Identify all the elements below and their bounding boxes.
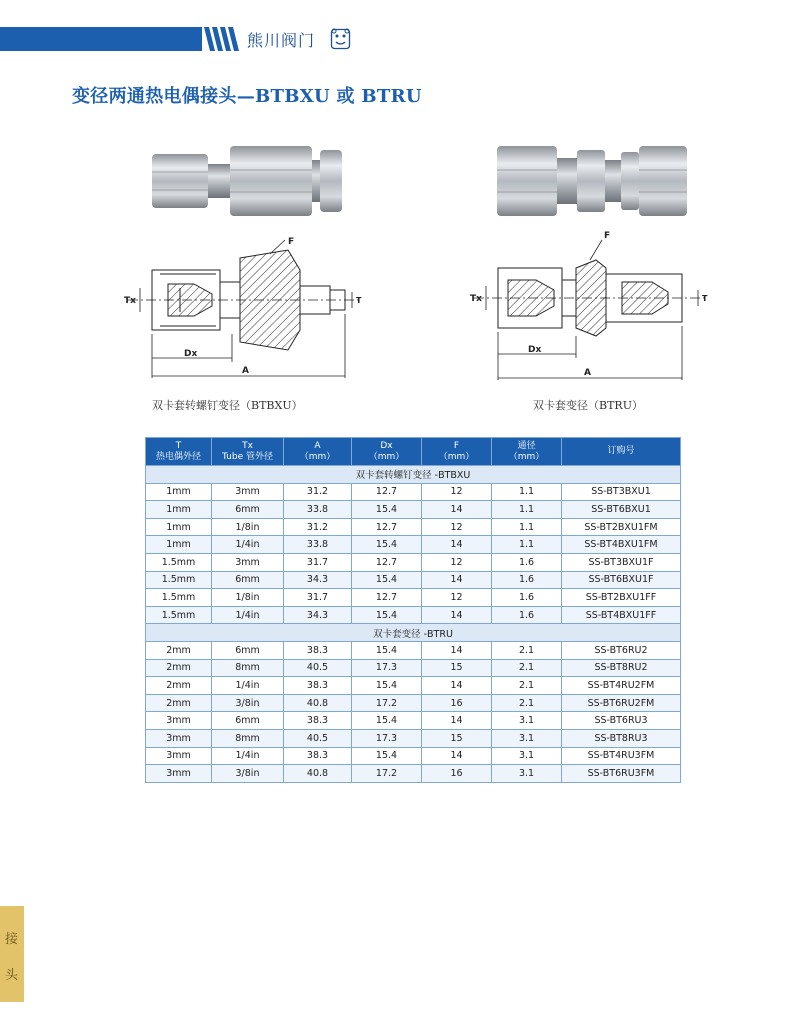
table-cell: 15.4: [352, 501, 422, 519]
table-cell: SS-BT6BXU1: [562, 501, 681, 519]
page-title: 变径两通热电偶接头—BTBXU 或 BTRU: [72, 86, 422, 107]
table-cell: 31.2: [284, 518, 352, 536]
bear-logo-icon: [330, 27, 351, 51]
table-cell: 3/8in: [212, 765, 284, 783]
table-cell: 31.2: [284, 483, 352, 501]
fig1-dim-a: A: [242, 366, 249, 376]
fig1-dim-t: T: [356, 296, 362, 305]
table-cell: 33.8: [284, 536, 352, 554]
table-cell: 8mm: [212, 729, 284, 747]
table-cell: 14: [422, 677, 492, 695]
table-cell: 1mm: [146, 483, 212, 501]
table-row: [146, 571, 681, 589]
table-row: [146, 641, 681, 659]
table-cell: 38.3: [284, 747, 352, 765]
brand-name: 熊川阀门: [247, 31, 316, 50]
col-f-header: F （mm）: [422, 438, 492, 466]
table-cell: 15.4: [352, 571, 422, 589]
col-t-header: T 热电偶外径: [146, 438, 212, 466]
table-cell: 1.1: [492, 518, 562, 536]
table-cell: 3/8in: [212, 694, 284, 712]
table-cell: SS-BT8RU3: [562, 729, 681, 747]
table-cell: 14: [422, 641, 492, 659]
table-cell: 15.4: [352, 677, 422, 695]
table-cell: SS-BT6BXU1F: [562, 571, 681, 589]
table-cell: 2mm: [146, 641, 212, 659]
col-tx-header: Tx Tube 管外径: [212, 438, 284, 466]
table-row: [146, 589, 681, 607]
table-cell: 3mm: [146, 747, 212, 765]
table-cell: 14: [422, 747, 492, 765]
table-cell: SS-BT6RU3FM: [562, 765, 681, 783]
btru-section-drawing: [466, 224, 716, 386]
fig2-dim-t: T: [702, 294, 708, 303]
fig2-dim-f: F: [604, 231, 611, 241]
fig2-caption: 双卡套变径（BTRU）: [533, 399, 643, 412]
side-tab-char2: 头: [5, 968, 19, 983]
table-cell: 15.4: [352, 606, 422, 624]
table-cell: 3mm: [146, 729, 212, 747]
col-order-header: 订购号: [562, 438, 681, 466]
table-cell: 1mm: [146, 501, 212, 519]
spec-table: [145, 437, 681, 783]
table-header-row: [146, 438, 681, 466]
table-row: [146, 765, 681, 783]
table-cell: 12.7: [352, 589, 422, 607]
table-cell: 17.3: [352, 729, 422, 747]
table-cell: SS-BT6RU2FM: [562, 694, 681, 712]
table-cell: 40.5: [284, 659, 352, 677]
table-cell: 15.4: [352, 712, 422, 730]
table-cell: 12: [422, 553, 492, 571]
table-cell: 1.5mm: [146, 606, 212, 624]
table-row: [146, 501, 681, 519]
table-cell: 2mm: [146, 677, 212, 695]
fig2-dim-dx: Dx: [528, 345, 542, 355]
table-cell: 31.7: [284, 553, 352, 571]
table-cell: 1/8in: [212, 589, 284, 607]
table-cell: 1.6: [492, 606, 562, 624]
table-cell: SS-BT6RU2: [562, 641, 681, 659]
table-cell: 16: [422, 765, 492, 783]
table-cell: 15.4: [352, 747, 422, 765]
table-cell: 2mm: [146, 659, 212, 677]
table-cell: SS-BT4BXU1FM: [562, 536, 681, 554]
fig1-dim-dx: Dx: [184, 349, 198, 359]
table-cell: SS-BT4RU3FM: [562, 747, 681, 765]
table-cell: 38.3: [284, 712, 352, 730]
table-cell: 40.8: [284, 694, 352, 712]
table-cell: SS-BT3BXU1: [562, 483, 681, 501]
table-cell: 6mm: [212, 571, 284, 589]
table-cell: 15: [422, 729, 492, 747]
table-cell: 6mm: [212, 641, 284, 659]
table-row: [146, 553, 681, 571]
table-row: [146, 659, 681, 677]
table-cell: 34.3: [284, 571, 352, 589]
table-cell: 12.7: [352, 483, 422, 501]
table-cell: 12.7: [352, 518, 422, 536]
fig1-dim-f: F: [288, 237, 295, 247]
table-cell: 3.1: [492, 712, 562, 730]
table-cell: 8mm: [212, 659, 284, 677]
table-cell: 3mm: [212, 553, 284, 571]
btbxu-section-drawing: [120, 230, 370, 392]
table-row: [146, 606, 681, 624]
table-row: [146, 518, 681, 536]
table-cell: 16: [422, 694, 492, 712]
table-cell: 14: [422, 501, 492, 519]
table-cell: 12.7: [352, 553, 422, 571]
col-bore-header: 通径 （mm）: [492, 438, 562, 466]
table-row: [146, 712, 681, 730]
table-cell: 12: [422, 589, 492, 607]
table-cell: 2.1: [492, 677, 562, 695]
header-bar: [0, 27, 202, 51]
table-cell: 3mm: [146, 712, 212, 730]
table-cell: SS-BT2BXU1FF: [562, 589, 681, 607]
table-cell: 34.3: [284, 606, 352, 624]
table-cell: 1mm: [146, 518, 212, 536]
side-tab-char1: 接: [5, 932, 19, 947]
table-cell: 12: [422, 518, 492, 536]
table-row: [146, 729, 681, 747]
table-cell: SS-BT4BXU1FF: [562, 606, 681, 624]
table-row: [146, 694, 681, 712]
table-cell: 1.6: [492, 553, 562, 571]
table-cell: 2.1: [492, 694, 562, 712]
table-cell: 1/4in: [212, 677, 284, 695]
table-cell: 3.1: [492, 747, 562, 765]
side-tab: [0, 906, 24, 1002]
table-cell: 14: [422, 712, 492, 730]
table-row: [146, 677, 681, 695]
table-cell: 17.2: [352, 694, 422, 712]
table-cell: 38.3: [284, 641, 352, 659]
table-cell: 14: [422, 536, 492, 554]
table-cell: 1/4in: [212, 536, 284, 554]
table-cell: SS-BT2BXU1FM: [562, 518, 681, 536]
table-cell: 1/4in: [212, 606, 284, 624]
table-cell: 1.6: [492, 571, 562, 589]
table-cell: SS-BT6RU3: [562, 712, 681, 730]
fig2-dim-a: A: [584, 368, 591, 378]
table-cell: 1.6: [492, 589, 562, 607]
table-cell: 33.8: [284, 501, 352, 519]
table-cell: 6mm: [212, 712, 284, 730]
btru-product-photo: [497, 140, 687, 222]
fig1-caption: 双卡套转螺钉变径（BTBXU）: [152, 399, 303, 412]
col-a-header: A （mm）: [284, 438, 352, 466]
table-cell: 1.5mm: [146, 571, 212, 589]
table-cell: 2mm: [146, 694, 212, 712]
table-cell: 15.4: [352, 536, 422, 554]
table-cell: 15: [422, 659, 492, 677]
section-row-btru: 双卡套变径 -BTRU: [146, 624, 681, 642]
fig2-dim-tx: Tx: [470, 294, 482, 304]
table-cell: 1/4in: [212, 747, 284, 765]
table-cell: 1.5mm: [146, 589, 212, 607]
table-cell: SS-BT4RU2FM: [562, 677, 681, 695]
section-row-btbxu: 双卡套转螺钉变径 -BTBXU: [146, 466, 681, 484]
table-cell: 3mm: [212, 483, 284, 501]
table-cell: 1mm: [146, 536, 212, 554]
table-cell: 6mm: [212, 501, 284, 519]
table-cell: SS-BT3BXU1F: [562, 553, 681, 571]
header-stripes-icon: [204, 27, 244, 51]
table-cell: 1.1: [492, 536, 562, 554]
table-row: [146, 747, 681, 765]
table-cell: 31.7: [284, 589, 352, 607]
table-cell: 3mm: [146, 765, 212, 783]
table-cell: 14: [422, 571, 492, 589]
table-cell: 38.3: [284, 677, 352, 695]
table-cell: 40.5: [284, 729, 352, 747]
btbxu-product-photo: [152, 140, 342, 222]
table-row: [146, 483, 681, 501]
table-cell: 1.1: [492, 483, 562, 501]
table-cell: 1.1: [492, 501, 562, 519]
table-cell: 3.1: [492, 729, 562, 747]
table-cell: 40.8: [284, 765, 352, 783]
col-dx-header: Dx （mm）: [352, 438, 422, 466]
table-cell: 15.4: [352, 641, 422, 659]
table-cell: 1.5mm: [146, 553, 212, 571]
table-cell: 17.2: [352, 765, 422, 783]
table-cell: 2.1: [492, 659, 562, 677]
table-cell: 1/8in: [212, 518, 284, 536]
table-cell: 17.3: [352, 659, 422, 677]
table-cell: SS-BT8RU2: [562, 659, 681, 677]
table-cell: 14: [422, 606, 492, 624]
table-cell: 3.1: [492, 765, 562, 783]
table-cell: 2.1: [492, 641, 562, 659]
table-row: [146, 536, 681, 554]
fig1-dim-tx: Tx: [124, 296, 136, 306]
table-cell: 12: [422, 483, 492, 501]
